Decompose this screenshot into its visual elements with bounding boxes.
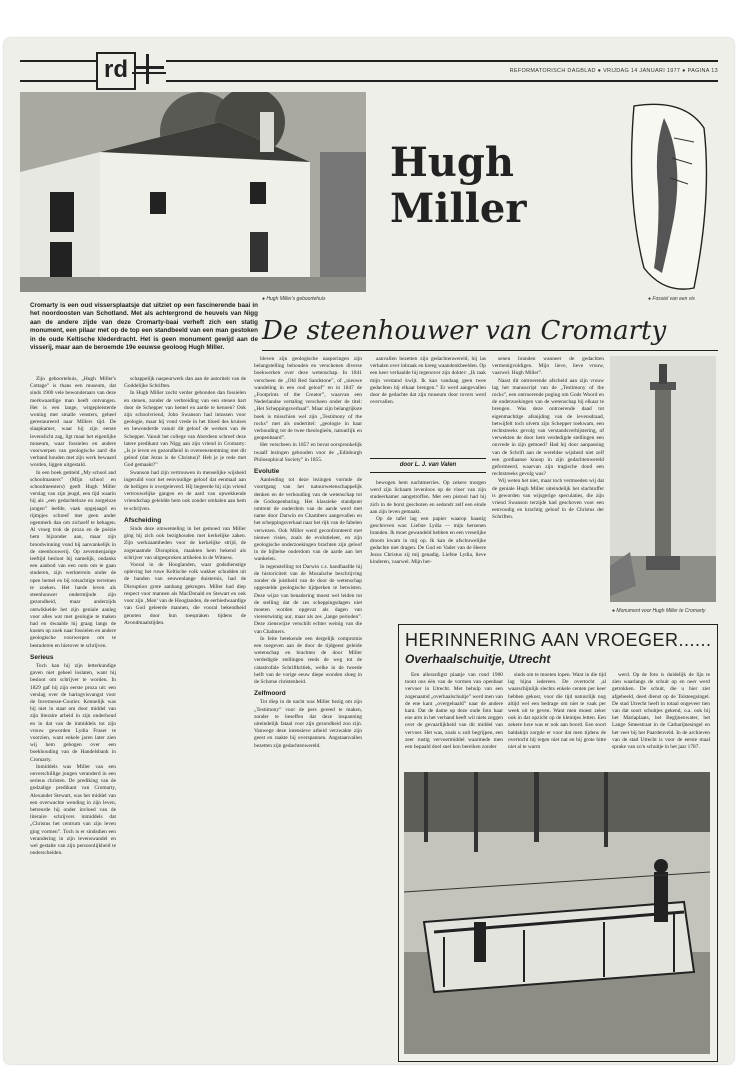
column-3-paragraph-2: Het verscheen in 1857 en bevat oorspronkelijk twaalf lezingen gehouden voor de „Edinburgh Philosophical Society” in 1855. [254,442,362,463]
column-3-paragraph-5: In feite betekende een dergelijk compromis een toegeven aan de door de tijdgeest geleide wetenschap en brachten de door Miller verdedigde stellingen reeds de weg tot de catastrofale Schriftkritiek, welke in de tweede helft van de vorige eeuw diepe wonden sloeg in de Schotse christenheid. [254,635,362,685]
article-lead: Cromarty is een oud vissersplaatsje dat uitziet op een fascinerende baai in het noordoosten van Schotland. Met als achtergrond de heuvels van Nigg aan de andere zijde van deze Cromarty-baai verheft zich een statig monument, een pilaar met op de top een standbeeld van een man gestoken in de oude Keltische klederdracht. Het is geen monument gewijd aan de visserij, maar aan de beroemde 19e eeuwse geoloog Hugh Miller. [30,302,258,352]
box-column-2 [508,672,606,768]
box-column-2-text: sinds om te moeten lopen. Want in die tijd lag bijna iedereen. De overtocht ‚al waarschijnlijk slechts enkele centen per keer hebben gekost, voor die tijd natuurlijk nog altijd wel een bedrage om niet te vaak per week uit te geven. Want men moest zeker ook in dat opzicht op de kleintjes letten. Een zekere luxe was er ook aan boord. Een soort baldakijn zorgde er voor dat men tijdens de overtocht bij regen niet nat en bij grote hitte niet al te warm [508,672,606,751]
column-2-paragraph-5: Vooral in de Hooglanden, waar godsdienstige opleving het ruwe Keltische volk wakker schudden uit de banden van eeuwenlange duisternis, had de Disruption grote aanhang gekregen. Miller had diep respect voor mannen als MacDonald en Stewart en ook voor zijn ‚Men’ van de Hooglanden, de eerbiedwaardige van God geleerde mannen, die vooral bekendheid genoten door hun toespraken tijdens de Avondmaalstijden. [124,562,246,626]
column-2 [124,376,246,1056]
sidebar-box-subtitle: Overhaalschuitje, Utrecht [405,652,551,666]
column-5-paragraph-3: Wij weten het niet, maar toch vermoeden wij dat de geniale Hugh Miller uiteindelijk het slachtoffer is geworden van wijsgerige speculaties, die zijn vriend Swanson terzijde had geschoven voor een eenvoudig en krachtig geloof in de Christus der Schriften. [492,478,604,521]
column-1-paragraph-4: Inmiddels was Miller van een onverschillige jongen veranderd in een serieus christen. De prediking van de godzalige predikant van Cromarty, Alexander Stewart, was het middel van een overwachte wending in zijn leven, betreurde hij onder invloed van de literaire schrijvers inmiddels dat „Christus het centrum van zijn leven ging vormen”. Toch is er sindsdien een verandering in zijn levenswandel en wel gestalte van zijn persoonlijkheid te onderscheiden. [30,763,116,857]
column-4-paragraph-3: Op de tafel lag een papier waarop haastig geschreven was: Liefste Lydia — mijn hersenen branden. Ik moet gewandeld hebben en een vreselijke droom kwam in mij op. Ik kan de afschuwelijke gedachte niet dragen. De God en Vader van de Heere Jezus Christus zij mij genadig. Liefste Lydia, lieve kinderen, vaarwel. Mijn her- [370,516,486,566]
column-3-paragraph-4: In tegenstelling tot Darwin c.s. handhaafde hij de historiciteit van de Mozaïsche beschrijving zonder de juistheid van de door de wetenschap opgestelde geologische tijdperken te betwisten. Deze wijze van benadering moest wel leiden tot de stelling dat de zes scheppingsdagen niet moeten worden opgevat als dagen van vierentwintig uur, maar als zes „lange perioden”. Deze zienswijze verschilt echter weinig van die van Chalmers. [254,563,362,635]
box-column-3-text: werd. Op de foto is duidelijk de lijn te zien waarlangs de schuit op en neer werd getrokken. De schuit, die u hier ziet afgebeeld, deed dienst op de Tolsteegsingel. De stad Utrecht heeft in totaal ongeveer tien van dat soort schuitjes gekend, o.a. ook bij het Mariaplaats, het Begijnenwater, het Lange Smeestraat in de Catharijnesingel en het veer bij het Paardenveld. In de archieven van de stad Utrecht is voor de eerste maal sprake van zo'n schuitje in het jaar 1787. [612,672,710,751]
column-5 [492,356,604,618]
headline-rule [262,350,718,351]
subhead-serieus: Serieus [30,653,54,661]
column-1-paragraph-3: Toch kan hij zijn letterkundige gaven niet geheel loslaten, want hij besloot om schrijver te worden. In 1829 gaf hij zijn eerste proza uit: een verslag over de haringvisvangst voor de Invernesse-Courier. Kennelijk was hij niet in staat om door middel van zijn literaire arbeid in zijn onderhoud en in dat van de inmiddels tot zijn vrouw geworden Lydia Fraser te voorzien, want enkele jaren later zien wij hem gebogen over een boekhouding van de Handelsbank in Cromarty. [30,662,116,763]
monument-caption: ● Monument voor Hugh Miller te Cromarty [612,608,706,614]
subhead-zelfmoord: Zelfmoord [254,690,286,698]
ferry-boat-illustration [404,772,710,1054]
column-4-bottom [370,480,486,618]
column-4-top [370,356,486,454]
article-headline: De steenhouwer van Cromarty [262,316,667,346]
fossil-illustration [624,98,714,294]
sidebar-box-title: HERINNERING AAN VROEGER...... [405,630,712,650]
logo-cross-icon [132,52,166,86]
box-column-3 [612,672,710,768]
column-2-paragraph-1: schappelijk naspeurwerk dan aan de autoriteit van de Goddelijke Schriften. [124,376,246,390]
column-1 [30,376,116,1056]
house-caption: ● Hugh Miller's geboortehuis [262,296,326,302]
header-rule-bottom [20,80,96,82]
header-dateline: REFORMATORISCH DAGBLAD ● VRIJDAG 14 JANUARI 1977 ● PAGINA 13 [509,68,718,74]
box-column-1-text: Een allerardigst plaatje van rond 1900 toont ons één van de vormen van openbaar vervoer in Utrecht. Met behulp van een zogenaamd „overhaalschuitje” werd men van de ene kant „overgehaald” naar de andere kant. Dat de dame op deze oude foto haar ene arm in het verband heeft wil niets zeggen over de gevaarlijkheid van dit middel van vervoer. Het was, zoals u zult begrijpen, een zeer rustig vervoermiddel waarmede men een bepaald doel snel kon bereiken zonder [405,672,503,751]
column-2-paragraph-2: In Hugh Miller zocht verder gebonden dan fossielen en stenen, zonder de verbreiding van een stenen hart door de Schepper van hemel en aarde te kennen? Ook zijn schoolvriend, John Swanson had intussen voor geologie, maar hij vond vrede in het bloed des kruises en bewonderde vanuit dit geloof de werken van de Schepper. Vanuit het college van Aberdeen schreef deze latere predikant van Nigg aan zijn vriend in Cromarty: „Is je leven en gezondheid in overeenstemming met dit geloof (dat Jezus is de Christus)? Heb je je rede met God gemaakt?” [124,390,246,469]
header-rule-bottom-right [166,80,718,82]
column-3-paragraph-1: bleven zijn geologische nasporingen zijn belangstelling behouden en verschenen diverse boekwerken over deze wetenschap. In 1841 verscheen de „Old Red Sandstone”, of „nieuwe wandeling in een oud geloof” en in 1847 de „Footprints of the Creator”, waarvan een Nederlandse vertaling verscheen onder de titel: „Het Scheppingsverhaal”. Maar zijn belangrijkste boek is misschien wel zijn „Testimony of the rocks” met als ondertitel: „geologie in haar verhouding tot de twee theologieën, natuurlijk en geopenbaard”. [254,356,362,442]
column-3 [254,356,362,1056]
subhead-afscheiding: Afscheiding [124,516,162,524]
column-5-paragraph-2: Naast dit ontroerende afscheid aan zijn vrouw lag het manuscript van de „Testimony of the rocks”, een ontroerende poging om Gods Woord en de onderzoekingen van de wetenschap bij elkaar te brengen. Was deze ontroerende daad tot eigenmachtige afsnijding van de levensdraad, betwijfelt toch ulvem zijn Schepper toekwam, een rechtstreeks gevolg van verstandsverbijstering, of verwekten de door hem verdedigde stellingen een onvrede in zijn gemoed? Had hij door aanpassing van de Schrift aan de wereldse wijsheid niet zelf een gordiaanse knoop in zijn gedachtenwereld geformeerd, waarvan zijn tragische dood een rechtstreeks gevolg was? [492,377,604,478]
column-1-paragraph-1: Zijn geboortehuis, „Hugh Miller's Cottage” is thans een museum, dat sinds 1900 vele bewonderaars van deze merkwaardige man heeft ontvangen. Het is een lange, witgepleisterde woning met smalle vensters, geheel gerestaureerd naar Millers tijd. De slaapkamer, waar hij zijn eerste levenslicht zag, ligt maar het eigenlijke museum, waar fossielen en andere voorwerpen van geologische aard die verband houden met zijn werk bewaard worden, liggen uitgestald. [30,376,116,469]
newspaper-logo: rd [96,52,136,90]
fossil-caption: ● Fossiel van een vis [648,296,695,302]
article-title: Hugh Miller [390,139,527,232]
column-3-paragraph-3: Aanleiding tot deze lezingen vormde de voortgang van het natuurwetenschappelijk denken en de verhouding van de wetenschap tot de Godsopenbaring. Het klassieke standpunt omtrent de ouderdom van de aarde werd met name door Darwin en Chambers aangevallen en het scheppingsverhaal naar het rijk van de fabelen verwezen. Ook Miller werd geconfronteerd met nieuwe visies, zoals de evolutieleer, en zijn geologische onderzoekingen brachten zijn geloof in de bijbelse ouderdom van de aarde aan het wankelen. [254,477,362,563]
subhead-evolutie: Evolutie [254,468,280,476]
column-2-paragraph-4: Sinds deze omwenteling in het gemoed van Miller ging hij zich ook bezighouden met kerkelijke zaken. Zijn werkzaamheden voor de kerkelijke strijd, de zogenaamde Disruption, maakten hem bekend als schrijver van uitgesproken artikelen in de Witness. [124,526,246,561]
column-1-paragraph-2: In een boek getiteld „My school and schoolmasters” (Mijn school en schoolmeesters) geeft Hugh Miller verslag van zijn jeugd, een tijd waarin hij als „een gedachteloze en zorgeloze jongen” leefde, vaak opgejaagd en rijmpjes schreef met geen ander ogenmerk dan om zichzelf te behagen. Al vroeg trok de proza en de poëzie hem bijzonder aan, maar zijn broodwinning vond hij aanvankelijk in de steenhouwerij. Op zeventienjarige leeftijd besloot hij namelijk, ondanks een aanbod van een oom om te gaan studeren, zijn werkterrein onder de open hemel en bij rotsachtige terreinen te zoeken. Het harde leven als steenhouwer ondermijnde zijn gezondheid, maar anderzijds ontwikkelde het zijn geniale aanleg voor alles wat met geologie te maken had en dwaalde hij graag langs de kusten op zoek naar fossielen en andere geologische voorwerpen om te bestuderen en hierover te schrijven. [30,469,116,649]
header-rule-top-right [166,60,718,62]
column-2-paragraph-3: Swanson had zijn vertrouwen in menselijke wijsheid ingeruild voor het eenvoudige geloof dat eenmaal aan de heiligen is overgeleverd. Hij begeerde bij zijn vriend vertrouwelijke gangen en de aard van opwekkende vriendschap geleidde hem ook zonder omhalen aan hem te schrijven. [124,469,246,512]
ferry-boat-photo [404,772,710,1054]
fossil-fish-icon [624,98,714,294]
column-3-paragraph-6: Tot diep in de nacht was Miller bezig om zijn „Testimony” voor de pers gereed te maken, zonder te beseffen dat deze inspanning uiteindelijk fataal voor zijn gezondheid zou zijn. Vanwege deze intensieve arbeid verzwakte zijn geest en raakte hij overspannen. Angstaanvallen bezetten zijn gedachtenwereld. [254,699,362,749]
author-byline: door L. J. van Valen [370,458,486,473]
monument-photo [610,356,716,602]
box-column-1 [405,672,503,768]
monument-illustration [610,356,716,602]
house-illustration [20,92,366,292]
column-4-paragraph-2: bewogen hem nachtmerries. Op zekere morgen werd zijn lichaam levenloos op de vloer van zijn studeerkamer aangetroffen. Met een pistool had hij zich in de borst geschoten en sedondr zelf een einde aan zijn leven gemaakt. [370,480,486,515]
column-4-paragraph-1: aanvallen bezetten zijn gedachtenwereld, hij las verhalen over inbraak en kreeg waandenkbeelden. Op een keer verhaalde hij tegenover zijn dokter: „Ik raak mijn verstand kwijt. Ik kan vandaag geen twee gedachten bij elkaar brengen.” Er werd aangevallen door de gedachte dat zijn museum door rovers werd overvallen. [370,356,486,406]
header-rule-top [20,60,96,62]
house-photo [20,92,366,292]
column-5-paragraph-1: senen branden wanneer de gedachten vermenigvuldigen. Mijn lieve, lieve vrouw, vaarwel. Hugh Miller”. [492,356,604,377]
